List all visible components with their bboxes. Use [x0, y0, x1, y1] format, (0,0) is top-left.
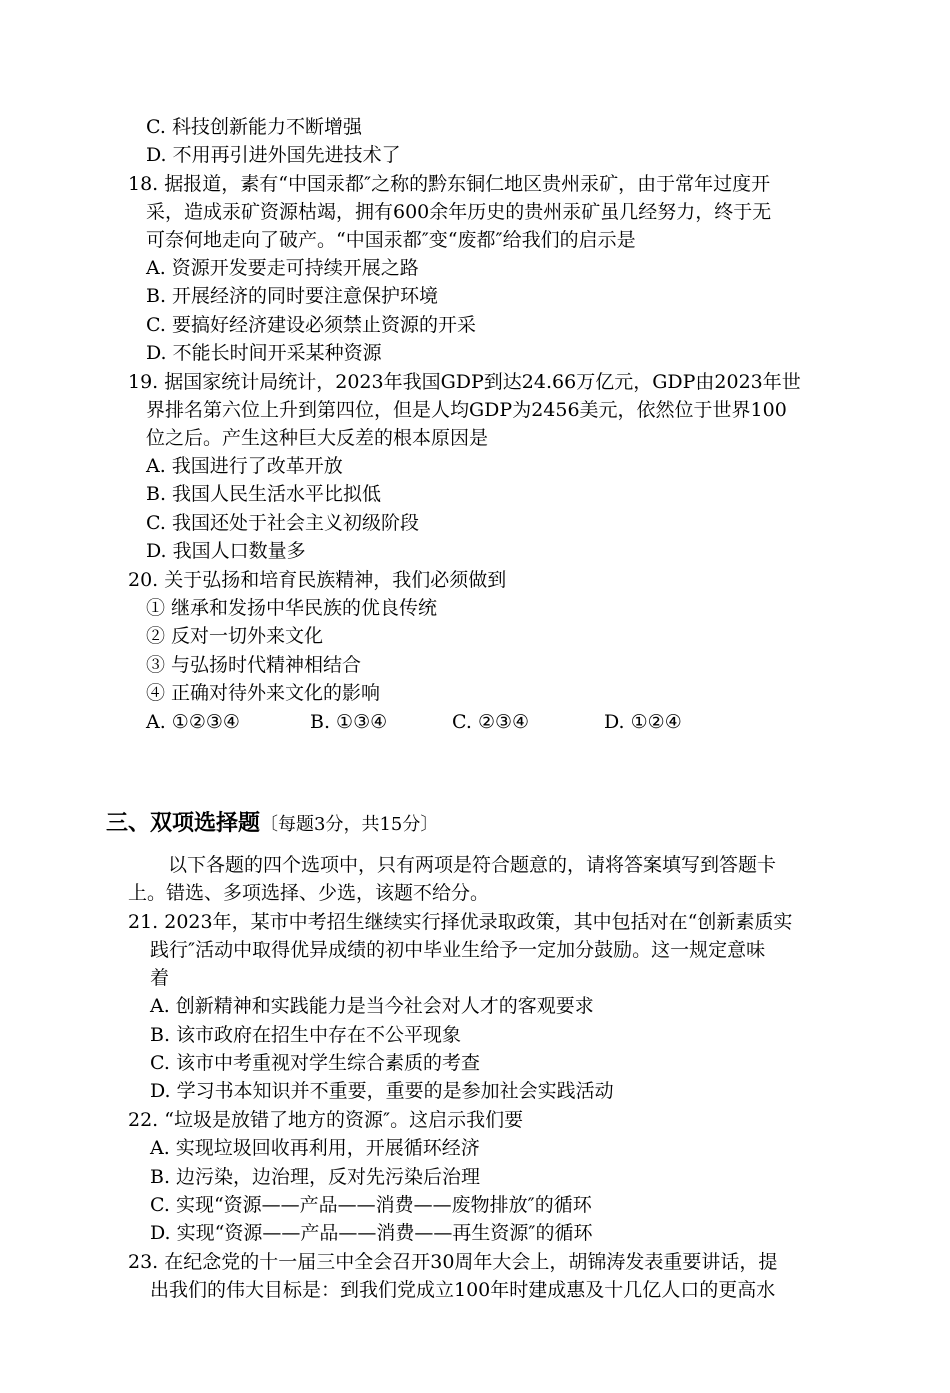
q18-option-d: D. 不能长时间开采某种资源 [146, 342, 382, 364]
section-3-title: 三、双项选择题 [106, 811, 261, 836]
q18-stem-line-2: 采，造成汞矿资源枯竭，拥有600余年历史的贵州汞矿虽几经努力，终于无 [146, 201, 772, 223]
q17-option-c: C. 科技创新能力不断增强 [146, 116, 362, 138]
q21-option-a: A. 创新精神和实践能力是当今社会对人才的客观要求 [150, 995, 594, 1017]
q22-option-d: D. 实现“资源——产品——消费——再生资源″的循环 [150, 1222, 593, 1244]
section-3-heading [106, 808, 438, 840]
q17-option-d: D. 不用再引进外国先进技术了 [146, 144, 401, 166]
q21-option-b: B. 该市政府在招生中存在不公平现象 [150, 1024, 462, 1046]
q19-option-d: D. 我国人口数量多 [146, 540, 306, 562]
q19-stem-line-2: 界排名第六位上升到第四位，但是人均GDP为2456美元，依然位于世界100 [146, 399, 787, 421]
q21-option-d: D. 学习书本知识并不重要，重要的是参加社会实践活动 [150, 1080, 614, 1102]
q18-option-a: A. 资源开发要走可持续开展之路 [146, 257, 419, 279]
q18-stem-line-1: 18. 据报道，素有“中国汞都″之称的黔东铜仁地区贵州汞矿，由于常年过度开 [128, 173, 771, 195]
q23-stem-line-1: 23. 在纪念党的十一届三中全会召开30周年大会上，胡锦涛发表重要讲话，提 [128, 1251, 778, 1273]
section-3-instruction-line-2: 上。错选、多项选择、少选，该题不给分。 [128, 882, 490, 904]
q22-option-b: B. 边污染，边治理，反对先污染后治理 [150, 1166, 481, 1188]
q19-option-b: B. 我国人民生活水平比拟低 [146, 483, 382, 505]
q22-option-a: A. 实现垃圾回收再利用，开展循环经济 [150, 1137, 480, 1159]
q18-option-c: C. 要搞好经济建设必须禁止资源的开采 [146, 314, 476, 336]
q20-item-2: ② 反对一切外来文化 [146, 625, 324, 647]
q20-option-c: C. ②③④ [452, 711, 530, 733]
q20-option-d: D. ①②④ [604, 711, 682, 733]
q20-stem: 20. 关于弘扬和培育民族精神，我们必须做到 [128, 569, 507, 591]
q19-stem-line-3: 位之后。产生这种巨大反差的根本原因是 [146, 427, 489, 449]
q19-option-c: C. 我国还处于社会主义初级阶段 [146, 512, 419, 534]
q19-stem-line-1: 19. 据国家统计局统计，2023年我国GDP到达24.66万亿元，GDP由2023年世 [128, 371, 801, 393]
q20-item-4: ④ 正确对待外来文化的影响 [146, 682, 381, 704]
section-3-note: 〔每题3分，共15分〕 [260, 814, 439, 835]
q23-stem-line-2: 出我们的伟大目标是：到我们党成立100年时建成惠及十几亿人口的更高水 [150, 1279, 776, 1301]
q20-option-a: A. ①②③④ [146, 711, 240, 733]
q21-stem-line-2: 践行″活动中取得优异成绩的初中毕业生给予一定加分鼓励。这一规定意味 [150, 939, 766, 961]
q20-item-1: ① 继承和发扬中华民族的优良传统 [146, 597, 438, 619]
q21-stem-line-3: 着 [150, 967, 170, 989]
q18-option-b: B. 开展经济的同时要注意保护环境 [146, 285, 439, 307]
q21-option-c: C. 该市中考重视对学生综合素质的考查 [150, 1052, 480, 1074]
q22-stem: 22. “垃圾是放错了地方的资源″。这启示我们要 [128, 1109, 524, 1131]
q19-option-a: A. 我国进行了改革开放 [146, 455, 343, 477]
q21-stem-line-1: 21. 2023年，某市中考招生继续实行择优录取政策，其中包括对在“创新素质实 [128, 911, 793, 933]
q18-stem-line-3: 可奈何地走向了破产。“中国汞都″变“废都″给我们的启示是 [146, 229, 636, 251]
q20-option-b: B. ①③④ [310, 711, 388, 733]
q20-item-3: ③ 与弘扬时代精神相结合 [146, 654, 362, 676]
section-3-instruction-line-1: 以下各题的四个选项中，只有两项是符合题意的，请将答案填写到答题卡 [168, 854, 777, 876]
q22-option-c: C. 实现“资源——产品——消费——废物排放″的循环 [150, 1194, 592, 1216]
